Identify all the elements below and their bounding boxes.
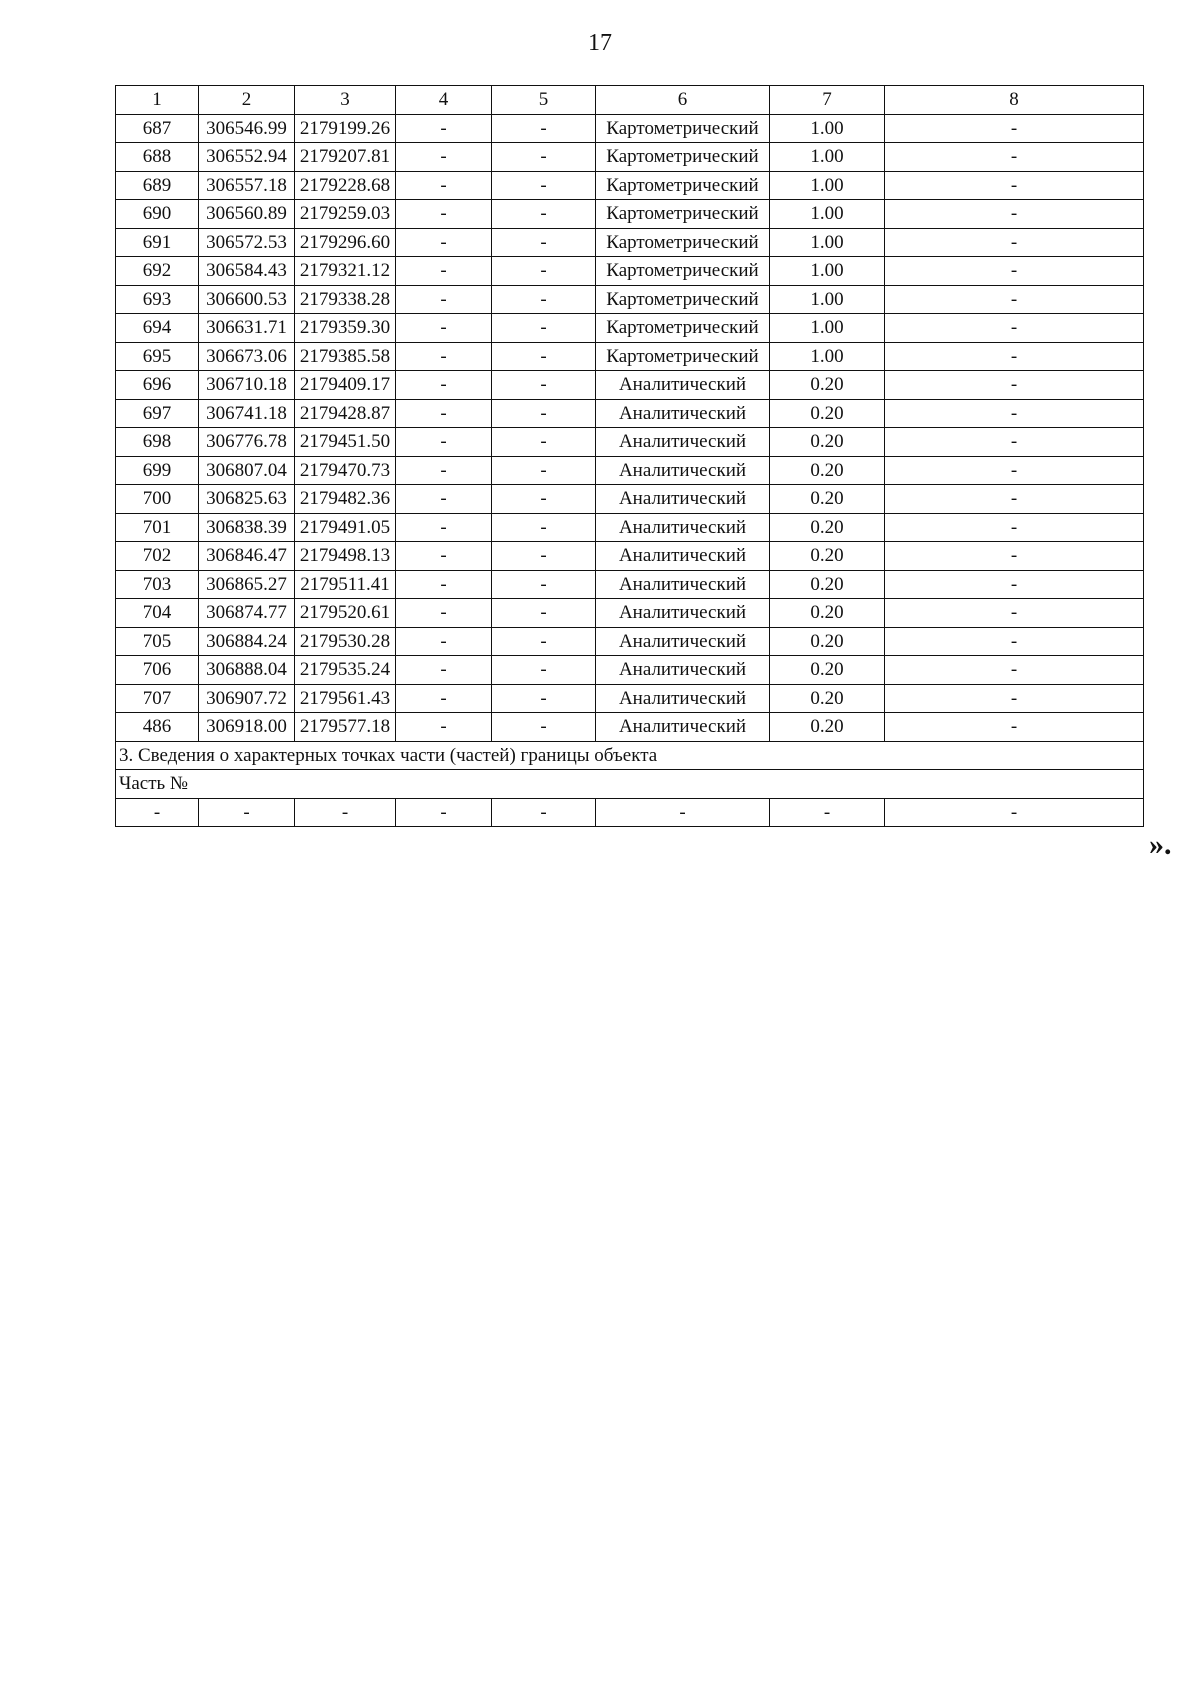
- table-row: [116, 342, 1144, 371]
- cell-accuracy: 1.00: [770, 342, 885, 371]
- cell-col-8: -: [885, 257, 1144, 286]
- cell-col-8: -: [885, 542, 1144, 571]
- cell-x-coordinate: 306884.24: [199, 627, 295, 656]
- column-number: 7: [770, 86, 885, 115]
- section-title: 3. Сведения о характерных точках части (частей) границы объекта: [116, 741, 1144, 770]
- cell-point-number: 702: [116, 542, 199, 571]
- cell-x-coordinate: 306807.04: [199, 456, 295, 485]
- table-row: [116, 314, 1144, 343]
- cell-col-8: -: [885, 428, 1144, 457]
- cell-y-coordinate: 2179296.60: [295, 228, 396, 257]
- cell-accuracy: 1.00: [770, 114, 885, 143]
- table-row: [116, 713, 1144, 742]
- cell-accuracy: 0.20: [770, 570, 885, 599]
- cell-point-number: 689: [116, 171, 199, 200]
- cell-col-4: -: [396, 599, 492, 628]
- cell-y-coordinate: 2179520.61: [295, 599, 396, 628]
- cell-point-number: 692: [116, 257, 199, 286]
- cell-x-coordinate: 306907.72: [199, 684, 295, 713]
- cell-col-5: -: [492, 285, 596, 314]
- cell-point-number: 687: [116, 114, 199, 143]
- cell-method: Аналитический: [596, 542, 770, 571]
- cell-col-5: -: [492, 684, 596, 713]
- cell-col-8: -: [885, 513, 1144, 542]
- cell-method: Картометрический: [596, 143, 770, 172]
- cell-y-coordinate: 2179535.24: [295, 656, 396, 685]
- cell-col-4: -: [396, 713, 492, 742]
- cell-point-number: 706: [116, 656, 199, 685]
- table-row: [116, 513, 1144, 542]
- empty-cell: -: [885, 798, 1144, 827]
- table-row: [116, 627, 1144, 656]
- cell-col-8: -: [885, 456, 1144, 485]
- cell-col-4: -: [396, 257, 492, 286]
- cell-accuracy: 0.20: [770, 485, 885, 514]
- cell-col-5: -: [492, 456, 596, 485]
- cell-col-5: -: [492, 513, 596, 542]
- cell-col-5: -: [492, 399, 596, 428]
- cell-col-8: -: [885, 485, 1144, 514]
- cell-col-5: -: [492, 342, 596, 371]
- cell-x-coordinate: 306825.63: [199, 485, 295, 514]
- cell-col-8: -: [885, 114, 1144, 143]
- cell-point-number: 695: [116, 342, 199, 371]
- empty-cell: -: [596, 798, 770, 827]
- cell-method: Аналитический: [596, 570, 770, 599]
- cell-x-coordinate: 306546.99: [199, 114, 295, 143]
- cell-x-coordinate: 306741.18: [199, 399, 295, 428]
- cell-method: Картометрический: [596, 200, 770, 229]
- table-row: [116, 114, 1144, 143]
- table-row: [116, 570, 1144, 599]
- cell-x-coordinate: 306560.89: [199, 200, 295, 229]
- cell-y-coordinate: 2179338.28: [295, 285, 396, 314]
- cell-accuracy: 1.00: [770, 314, 885, 343]
- coordinates-table: [115, 85, 1144, 827]
- cell-col-5: -: [492, 485, 596, 514]
- cell-method: Картометрический: [596, 314, 770, 343]
- cell-point-number: 704: [116, 599, 199, 628]
- cell-col-8: -: [885, 399, 1144, 428]
- cell-col-4: -: [396, 456, 492, 485]
- cell-y-coordinate: 2179498.13: [295, 542, 396, 571]
- table-row: [116, 200, 1144, 229]
- cell-col-8: -: [885, 171, 1144, 200]
- table-row: [116, 143, 1144, 172]
- cell-method: Аналитический: [596, 684, 770, 713]
- cell-x-coordinate: 306673.06: [199, 342, 295, 371]
- cell-point-number: 703: [116, 570, 199, 599]
- cell-col-8: -: [885, 627, 1144, 656]
- cell-col-4: -: [396, 485, 492, 514]
- part-label-row: [116, 770, 1144, 799]
- cell-x-coordinate: 306874.77: [199, 599, 295, 628]
- cell-accuracy: 1.00: [770, 228, 885, 257]
- table-row: [116, 684, 1144, 713]
- cell-method: Картометрический: [596, 228, 770, 257]
- cell-col-5: -: [492, 428, 596, 457]
- cell-x-coordinate: 306776.78: [199, 428, 295, 457]
- cell-y-coordinate: 2179259.03: [295, 200, 396, 229]
- cell-col-5: -: [492, 143, 596, 172]
- cell-x-coordinate: 306631.71: [199, 314, 295, 343]
- cell-col-8: -: [885, 314, 1144, 343]
- cell-y-coordinate: 2179385.58: [295, 342, 396, 371]
- table-row: [116, 228, 1144, 257]
- cell-method: Картометрический: [596, 285, 770, 314]
- cell-col-4: -: [396, 627, 492, 656]
- cell-point-number: 698: [116, 428, 199, 457]
- cell-y-coordinate: 2179561.43: [295, 684, 396, 713]
- empty-cell: -: [396, 798, 492, 827]
- empty-cell: -: [770, 798, 885, 827]
- cell-col-4: -: [396, 542, 492, 571]
- cell-accuracy: 0.20: [770, 713, 885, 742]
- cell-y-coordinate: 2179321.12: [295, 257, 396, 286]
- table-row: [116, 171, 1144, 200]
- cell-col-4: -: [396, 114, 492, 143]
- cell-x-coordinate: 306710.18: [199, 371, 295, 400]
- cell-method: Аналитический: [596, 513, 770, 542]
- column-number-row: [116, 86, 1144, 115]
- cell-x-coordinate: 306600.53: [199, 285, 295, 314]
- cell-col-4: -: [396, 371, 492, 400]
- cell-x-coordinate: 306557.18: [199, 171, 295, 200]
- cell-col-4: -: [396, 285, 492, 314]
- cell-col-4: -: [396, 143, 492, 172]
- cell-y-coordinate: 2179207.81: [295, 143, 396, 172]
- table-row: [116, 257, 1144, 286]
- column-number: 6: [596, 86, 770, 115]
- cell-x-coordinate: 306584.43: [199, 257, 295, 286]
- cell-col-8: -: [885, 342, 1144, 371]
- cell-accuracy: 0.20: [770, 371, 885, 400]
- cell-x-coordinate: 306865.27: [199, 570, 295, 599]
- cell-col-4: -: [396, 684, 492, 713]
- cell-col-4: -: [396, 570, 492, 599]
- column-number: 1: [116, 86, 199, 115]
- cell-accuracy: 0.20: [770, 399, 885, 428]
- empty-cell: -: [295, 798, 396, 827]
- table-row: [116, 656, 1144, 685]
- cell-accuracy: 1.00: [770, 143, 885, 172]
- cell-point-number: 688: [116, 143, 199, 172]
- column-number: 8: [885, 86, 1144, 115]
- cell-y-coordinate: 2179359.30: [295, 314, 396, 343]
- cell-col-8: -: [885, 599, 1144, 628]
- cell-col-8: -: [885, 684, 1144, 713]
- table-row: [116, 428, 1144, 457]
- cell-point-number: 486: [116, 713, 199, 742]
- cell-col-5: -: [492, 114, 596, 143]
- column-number: 4: [396, 86, 492, 115]
- cell-method: Аналитический: [596, 627, 770, 656]
- cell-col-5: -: [492, 570, 596, 599]
- cell-accuracy: 0.20: [770, 513, 885, 542]
- cell-point-number: 707: [116, 684, 199, 713]
- cell-method: Аналитический: [596, 428, 770, 457]
- part-label: Часть №: [116, 770, 1144, 799]
- cell-method: Аналитический: [596, 599, 770, 628]
- cell-col-4: -: [396, 171, 492, 200]
- cell-method: Аналитический: [596, 656, 770, 685]
- cell-point-number: 697: [116, 399, 199, 428]
- cell-point-number: 696: [116, 371, 199, 400]
- table-row: [116, 542, 1144, 571]
- cell-point-number: 691: [116, 228, 199, 257]
- cell-method: Картометрический: [596, 171, 770, 200]
- page-number: 17: [588, 30, 612, 56]
- cell-y-coordinate: 2179470.73: [295, 456, 396, 485]
- cell-x-coordinate: 306552.94: [199, 143, 295, 172]
- cell-accuracy: 0.20: [770, 627, 885, 656]
- cell-col-8: -: [885, 200, 1144, 229]
- empty-cell: -: [492, 798, 596, 827]
- cell-y-coordinate: 2179482.36: [295, 485, 396, 514]
- table-row: [116, 456, 1144, 485]
- cell-accuracy: 1.00: [770, 285, 885, 314]
- cell-col-8: -: [885, 228, 1144, 257]
- cell-col-5: -: [492, 200, 596, 229]
- column-number: 5: [492, 86, 596, 115]
- cell-method: Аналитический: [596, 456, 770, 485]
- cell-point-number: 690: [116, 200, 199, 229]
- cell-point-number: 693: [116, 285, 199, 314]
- cell-accuracy: 0.20: [770, 542, 885, 571]
- cell-y-coordinate: 2179228.68: [295, 171, 396, 200]
- cell-x-coordinate: 306838.39: [199, 513, 295, 542]
- cell-y-coordinate: 2179491.05: [295, 513, 396, 542]
- cell-y-coordinate: 2179199.26: [295, 114, 396, 143]
- table-row: [116, 599, 1144, 628]
- cell-col-8: -: [885, 713, 1144, 742]
- cell-col-5: -: [492, 171, 596, 200]
- cell-col-8: -: [885, 143, 1144, 172]
- cell-method: Аналитический: [596, 485, 770, 514]
- cell-col-5: -: [492, 314, 596, 343]
- cell-y-coordinate: 2179409.17: [295, 371, 396, 400]
- table-row: [116, 285, 1144, 314]
- cell-method: Аналитический: [596, 371, 770, 400]
- cell-x-coordinate: 306918.00: [199, 713, 295, 742]
- cell-col-8: -: [885, 285, 1144, 314]
- cell-accuracy: 1.00: [770, 200, 885, 229]
- cell-method: Аналитический: [596, 713, 770, 742]
- column-number: 2: [199, 86, 295, 115]
- cell-accuracy: 0.20: [770, 456, 885, 485]
- cell-col-5: -: [492, 599, 596, 628]
- cell-col-5: -: [492, 371, 596, 400]
- table-row: [116, 371, 1144, 400]
- cell-point-number: 705: [116, 627, 199, 656]
- cell-col-5: -: [492, 257, 596, 286]
- cell-accuracy: 1.00: [770, 171, 885, 200]
- cell-col-5: -: [492, 656, 596, 685]
- empty-cell: -: [116, 798, 199, 827]
- cell-point-number: 700: [116, 485, 199, 514]
- cell-col-4: -: [396, 228, 492, 257]
- cell-x-coordinate: 306888.04: [199, 656, 295, 685]
- cell-method: Аналитический: [596, 399, 770, 428]
- cell-point-number: 699: [116, 456, 199, 485]
- cell-col-4: -: [396, 342, 492, 371]
- cell-y-coordinate: 2179428.87: [295, 399, 396, 428]
- cell-accuracy: 0.20: [770, 656, 885, 685]
- cell-col-4: -: [396, 200, 492, 229]
- closing-quote-mark: ».: [1149, 828, 1172, 861]
- cell-col-4: -: [396, 399, 492, 428]
- cell-col-5: -: [492, 228, 596, 257]
- cell-col-4: -: [396, 513, 492, 542]
- cell-y-coordinate: 2179577.18: [295, 713, 396, 742]
- table-row: [116, 399, 1144, 428]
- cell-accuracy: 0.20: [770, 428, 885, 457]
- cell-col-5: -: [492, 627, 596, 656]
- cell-col-5: -: [492, 713, 596, 742]
- cell-col-8: -: [885, 570, 1144, 599]
- cell-accuracy: 0.20: [770, 599, 885, 628]
- cell-point-number: 694: [116, 314, 199, 343]
- cell-method: Картометрический: [596, 114, 770, 143]
- cell-y-coordinate: 2179451.50: [295, 428, 396, 457]
- cell-y-coordinate: 2179530.28: [295, 627, 396, 656]
- empty-cell: -: [199, 798, 295, 827]
- cell-col-8: -: [885, 371, 1144, 400]
- cell-col-4: -: [396, 314, 492, 343]
- cell-point-number: 701: [116, 513, 199, 542]
- table-row: [116, 485, 1144, 514]
- empty-row: [116, 798, 1144, 827]
- table-body: [116, 86, 1144, 827]
- cell-method: Картометрический: [596, 257, 770, 286]
- cell-method: Картометрический: [596, 342, 770, 371]
- cell-x-coordinate: 306846.47: [199, 542, 295, 571]
- column-number: 3: [295, 86, 396, 115]
- cell-x-coordinate: 306572.53: [199, 228, 295, 257]
- cell-col-4: -: [396, 656, 492, 685]
- cell-col-8: -: [885, 656, 1144, 685]
- cell-col-5: -: [492, 542, 596, 571]
- section-title-row: [116, 741, 1144, 770]
- cell-y-coordinate: 2179511.41: [295, 570, 396, 599]
- cell-col-4: -: [396, 428, 492, 457]
- cell-accuracy: 1.00: [770, 257, 885, 286]
- cell-accuracy: 0.20: [770, 684, 885, 713]
